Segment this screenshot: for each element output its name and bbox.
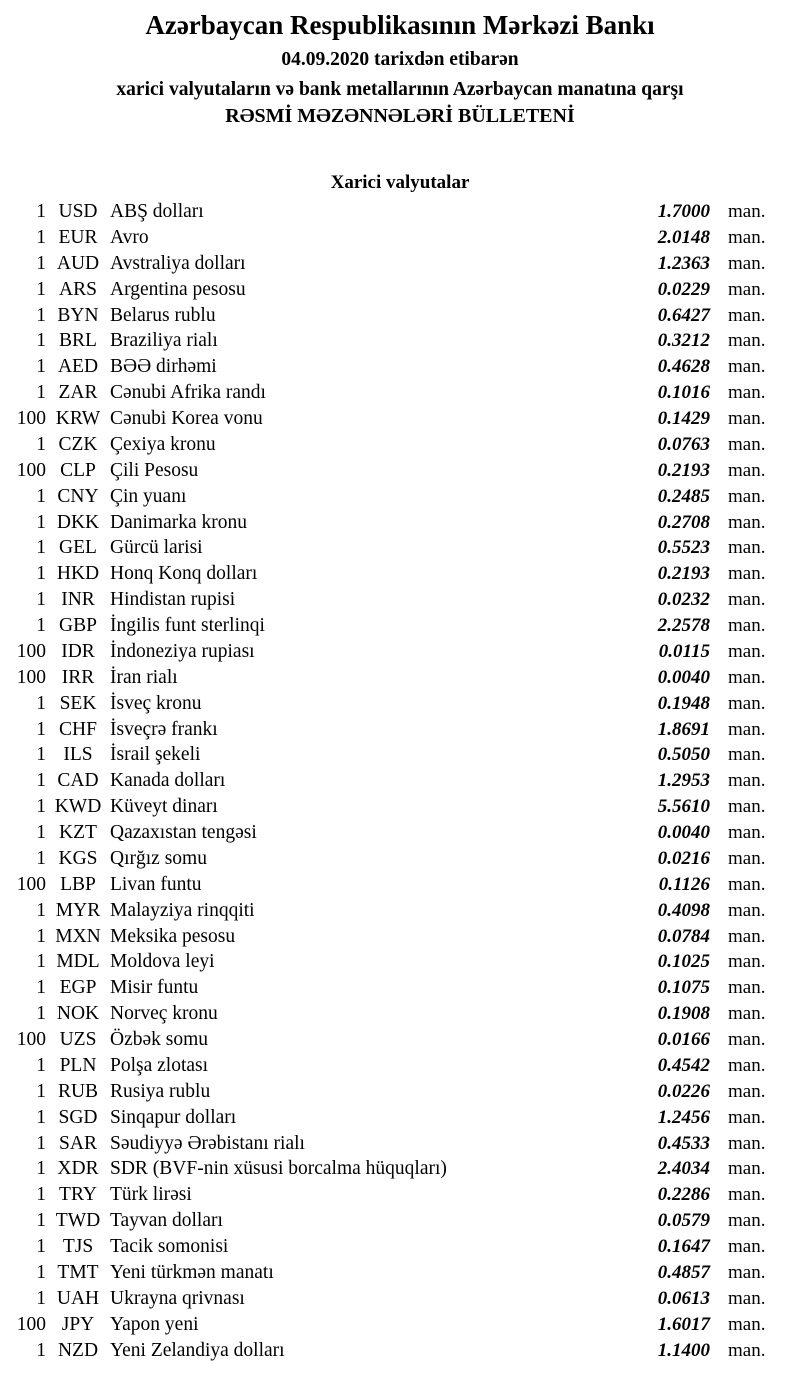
currency-code: GBP (59, 615, 97, 636)
currency-row (0, 432, 800, 458)
rate-value: 5.5610 (657, 796, 710, 818)
rate-value: 0.4098 (657, 899, 710, 921)
currency-code: EGP (59, 977, 97, 999)
currency-quantity: 1 (36, 1287, 46, 1309)
rate-unit: man. (728, 537, 766, 559)
currency-code: MYR (55, 899, 101, 921)
currency-quantity: 1 (36, 589, 46, 611)
currency-quantity: 1 (36, 1080, 46, 1102)
currency-row (0, 846, 800, 872)
currency-name: Yapon yeni (110, 1313, 199, 1335)
currency-name: Misir funtu (110, 977, 199, 999)
currency-code: ILS (63, 744, 93, 766)
currency-name: Moldova leyi (110, 951, 215, 973)
currency-quantity: 1 (36, 563, 46, 585)
currency-code: AED (57, 356, 99, 378)
rate-value: 1.2363 (657, 252, 710, 274)
rate-unit: man. (728, 977, 766, 999)
currency-code: CHF (59, 718, 97, 740)
rate-value: 0.1647 (657, 1236, 710, 1257)
currency-code: INR (61, 589, 95, 611)
currency-quantity: 100 (16, 1029, 46, 1050)
currency-quantity: 1 (36, 925, 46, 947)
rate-unit: man. (728, 744, 766, 766)
currency-row (0, 484, 800, 510)
currency-name: Avstraliya dolları (110, 252, 246, 274)
rate-unit: man. (728, 382, 766, 404)
rate-value: 0.5523 (657, 537, 710, 559)
currency-quantity: 100 (16, 1313, 46, 1335)
currency-quantity: 1 (36, 485, 46, 507)
rate-value: 0.0040 (657, 666, 710, 688)
currency-name: Küveyt dinarı (110, 796, 218, 818)
rate-unit: man. (728, 201, 766, 222)
currency-quantity: 1 (36, 201, 46, 222)
currency-name: İsveçrə frankı (110, 718, 218, 740)
currency-name: Belarus rublu (110, 304, 216, 326)
rate-value: 2.4034 (657, 1158, 710, 1180)
currency-name: Cənubi Korea vonu (110, 408, 263, 429)
rate-unit: man. (728, 408, 766, 429)
currency-quantity: 1 (36, 382, 46, 404)
currency-code: EUR (58, 226, 98, 248)
currency-code: MXN (55, 925, 101, 947)
currency-quantity: 1 (36, 899, 46, 921)
currency-row (0, 1027, 800, 1053)
rate-value: 0.4857 (657, 1261, 710, 1283)
currency-code: HKD (56, 563, 100, 585)
rate-value: 0.0226 (657, 1080, 710, 1102)
effective-date-line: 04.09.2020 tarixdən etibarən (281, 49, 519, 70)
rate-unit: man. (728, 1339, 766, 1361)
currency-row (0, 665, 800, 691)
currency-quantity: 1 (36, 226, 46, 248)
rate-value: 1.2456 (657, 1106, 710, 1128)
currency-name: Kanada dolları (110, 770, 226, 792)
rate-unit: man. (728, 1287, 766, 1309)
currency-name: İndoneziya rupiası (110, 640, 255, 662)
currency-code: UZS (59, 1029, 97, 1050)
currency-name: Gürcü larisi (110, 537, 203, 559)
currency-quantity: 100 (16, 666, 46, 688)
rate-unit: man. (728, 511, 766, 533)
rate-value: 0.2485 (657, 485, 710, 507)
rate-value: 1.1400 (657, 1339, 710, 1361)
currency-code: PLN (59, 1054, 97, 1076)
currency-row (0, 561, 800, 587)
currency-row (0, 872, 800, 898)
currency-code: ARS (59, 278, 97, 300)
currency-name: SDR (BVF-nin xüsusi borcalma hüquqları) (110, 1158, 447, 1180)
rate-unit: man. (728, 1210, 766, 1232)
rate-unit: man. (728, 485, 766, 507)
currency-quantity: 1 (36, 977, 46, 999)
currency-name: Çin yuanı (110, 485, 187, 507)
rate-unit: man. (728, 1158, 766, 1180)
currency-code: USD (58, 201, 98, 222)
bulletin-title: RƏSMİ MƏZƏNNƏLƏRİ BÜLLETENİ (225, 105, 575, 127)
currency-row (0, 328, 800, 354)
rate-value: 0.0613 (657, 1287, 710, 1309)
rate-unit: man. (728, 459, 766, 481)
currency-name: İran rialı (110, 666, 178, 688)
rate-value: 0.3212 (657, 330, 710, 352)
rate-unit: man. (728, 770, 766, 792)
rate-unit: man. (728, 796, 766, 818)
currency-row (0, 406, 800, 432)
currency-code: CNY (57, 485, 99, 507)
rate-value: 0.0232 (657, 589, 710, 611)
currency-code: CZK (58, 433, 98, 455)
section-title-foreign-currencies: Xarici valyutalar (330, 172, 470, 193)
currency-row (0, 613, 800, 639)
currency-quantity: 1 (36, 1132, 46, 1154)
rate-value: 1.2953 (657, 770, 710, 792)
currency-code: MDL (56, 951, 100, 973)
currency-code: CAD (57, 770, 99, 792)
currency-code: CLP (60, 459, 96, 481)
currency-row (0, 1234, 800, 1260)
rate-value: 0.2193 (657, 563, 710, 585)
currency-quantity: 1 (36, 1236, 46, 1257)
currency-row (0, 1338, 800, 1364)
currency-row (0, 354, 800, 380)
currency-row (0, 717, 800, 743)
rate-value: 0.4628 (657, 356, 710, 378)
currency-code: KGS (58, 847, 98, 869)
currency-quantity: 1 (36, 615, 46, 636)
rate-unit: man. (728, 692, 766, 714)
rate-value: 2.2578 (657, 615, 710, 636)
currency-quantity: 1 (36, 511, 46, 533)
rate-unit: man. (728, 563, 766, 585)
rate-unit: man. (728, 278, 766, 300)
currency-name: Argentina pesosu (110, 278, 246, 300)
currency-code: SAR (59, 1132, 97, 1154)
subject-line: xarici valyutaların və bank metallarının Azərbaycan manatına qarşı (116, 79, 684, 100)
currency-code: LBP (60, 873, 96, 895)
rate-unit: man. (728, 1029, 766, 1050)
rate-unit: man. (728, 252, 766, 274)
currency-row (0, 1131, 800, 1157)
rate-unit: man. (728, 1003, 766, 1025)
currency-row (0, 1286, 800, 1312)
currency-quantity: 1 (36, 1054, 46, 1076)
currency-code: TWD (55, 1210, 101, 1232)
rate-unit: man. (728, 330, 766, 352)
currency-name: Tacik somonisi (110, 1236, 229, 1257)
currency-code: RUB (57, 1080, 99, 1102)
rate-value: 0.2286 (657, 1184, 710, 1206)
rate-value: 0.1908 (657, 1003, 710, 1025)
currency-quantity: 1 (36, 770, 46, 792)
currency-name: Səudiyyə Ərəbistanı rialı (110, 1132, 305, 1154)
currency-quantity: 1 (36, 692, 46, 714)
rate-value: 1.8691 (657, 718, 710, 740)
rate-value: 1.7000 (657, 201, 710, 222)
currency-name: Cənubi Afrika randı (110, 382, 266, 404)
currency-name: Meksika pesosu (110, 925, 236, 947)
currency-quantity: 1 (36, 1158, 46, 1180)
rate-unit: man. (728, 925, 766, 947)
currency-quantity: 1 (36, 1003, 46, 1025)
currency-row (0, 1105, 800, 1131)
currency-row (0, 251, 800, 277)
currency-quantity: 1 (36, 1184, 46, 1206)
rate-value: 0.0166 (657, 1029, 710, 1050)
currency-row (0, 794, 800, 820)
currency-code: NZD (57, 1339, 99, 1361)
rate-value: 0.5050 (657, 744, 710, 766)
currency-code: BYN (57, 304, 99, 326)
currency-name: Çili Pesosu (110, 459, 199, 481)
rate-value: 0.0216 (657, 847, 710, 869)
currency-row (0, 924, 800, 950)
currency-code: TRY (59, 1184, 97, 1206)
document-header (0, 0, 800, 127)
rate-value: 0.0579 (657, 1210, 710, 1232)
currency-quantity: 1 (36, 744, 46, 766)
currency-row (0, 1079, 800, 1105)
currency-code: SGD (58, 1106, 98, 1128)
currency-row (0, 975, 800, 1001)
currency-name: Malayziya rinqqiti (110, 899, 255, 921)
rate-value: 0.0229 (657, 278, 710, 300)
rate-value: 0.1429 (657, 408, 710, 429)
currency-code: SEK (59, 692, 97, 714)
currency-code: TJS (62, 1236, 94, 1257)
currency-quantity: 1 (36, 1339, 46, 1361)
currency-quantity: 1 (36, 433, 46, 455)
currency-row (0, 639, 800, 665)
rate-unit: man. (728, 666, 766, 688)
currency-code: BRL (59, 330, 97, 352)
rate-value: 1.6017 (657, 1313, 710, 1335)
rate-value: 2.0148 (657, 226, 710, 248)
rate-value: 0.4542 (657, 1054, 710, 1076)
currency-quantity: 100 (16, 459, 46, 481)
currency-name: Avro (110, 226, 149, 248)
currency-quantity: 100 (16, 640, 46, 662)
currency-row (0, 691, 800, 717)
rate-value: 0.0784 (657, 925, 710, 947)
rate-value: 0.1016 (657, 382, 710, 404)
rate-unit: man. (728, 304, 766, 326)
currency-quantity: 1 (36, 278, 46, 300)
rate-unit: man. (728, 433, 766, 455)
rate-unit: man. (728, 1132, 766, 1154)
currency-name: Çexiya kronu (110, 433, 216, 455)
currency-row (0, 199, 800, 225)
currency-row (0, 225, 800, 251)
currency-code: DKK (56, 511, 100, 533)
currency-row (0, 277, 800, 303)
rate-unit: man. (728, 1236, 766, 1257)
currency-quantity: 1 (36, 796, 46, 818)
rate-value: 0.1126 (658, 873, 710, 895)
rate-unit: man. (728, 1054, 766, 1076)
currency-quantity: 1 (36, 1261, 46, 1283)
currency-code: GEL (59, 537, 97, 559)
currency-row (0, 768, 800, 794)
currency-row (0, 1208, 800, 1234)
rate-unit: man. (728, 899, 766, 921)
rate-unit: man. (728, 640, 766, 662)
currency-row (0, 1053, 800, 1079)
currency-quantity: 1 (36, 847, 46, 869)
currency-row (0, 380, 800, 406)
currency-quantity: 1 (36, 252, 46, 274)
currency-row (0, 1001, 800, 1027)
currency-code: IDR (61, 640, 95, 662)
rate-value: 0.0763 (657, 433, 710, 455)
rate-value: 0.0040 (657, 822, 710, 843)
currency-name: Rusiya rublu (110, 1080, 211, 1102)
currency-quantity: 1 (36, 356, 46, 378)
currency-code: AUD (56, 252, 100, 274)
bank-title: Azərbaycan Respublikasının Mərkəzi Bankı (145, 10, 655, 40)
rate-value: 0.6427 (657, 304, 710, 326)
rate-unit: man. (728, 1106, 766, 1128)
currency-name: Danimarka kronu (110, 511, 247, 533)
currency-quantity: 1 (36, 1210, 46, 1232)
currency-code: ZAR (58, 382, 98, 404)
currency-code: KRW (55, 408, 101, 429)
rate-value: 0.2193 (657, 459, 710, 481)
currency-quantity: 1 (36, 1106, 46, 1128)
currency-name: İngilis funt sterlinqi (110, 615, 265, 636)
currency-name: Sinqapur dolları (110, 1106, 237, 1128)
currency-name: Ukrayna qrivnası (110, 1287, 245, 1309)
currency-name: Honq Konq dolları (110, 563, 258, 585)
currency-name: BƏƏ dirhəmi (110, 356, 217, 378)
currency-name: İsveç kronu (110, 692, 202, 714)
currency-name: Braziliya rialı (110, 330, 218, 352)
currency-row (0, 535, 800, 561)
currency-quantity: 1 (36, 330, 46, 352)
rate-unit: man. (728, 615, 766, 636)
rate-unit: man. (728, 951, 766, 973)
currency-name: Yeni Zelandiya dolları (110, 1339, 285, 1361)
currency-quantity: 1 (36, 718, 46, 740)
currency-row (0, 742, 800, 768)
currency-quantity: 100 (16, 873, 46, 895)
currency-code: KZT (59, 822, 97, 843)
currency-row (0, 1156, 800, 1182)
currency-row (0, 949, 800, 975)
currency-row (0, 458, 800, 484)
currency-name: Türk lirəsi (110, 1184, 192, 1206)
currency-name: Norveç kronu (110, 1003, 218, 1025)
currency-name: Tayvan dolları (110, 1210, 223, 1232)
rate-unit: man. (728, 847, 766, 869)
rate-value: 0.0115 (658, 640, 710, 662)
currency-name: Özbək somu (110, 1029, 209, 1050)
currency-row (0, 1312, 800, 1338)
rate-unit: man. (728, 1261, 766, 1283)
currency-name: ABŞ dolları (110, 201, 204, 222)
currency-quantity: 100 (16, 408, 46, 429)
rate-unit: man. (728, 1184, 766, 1206)
currency-row (0, 303, 800, 329)
currency-code: TMT (57, 1261, 99, 1283)
rate-unit: man. (728, 356, 766, 378)
currency-code: IRR (61, 666, 95, 688)
rate-unit: man. (728, 226, 766, 248)
currency-code: XDR (57, 1158, 99, 1180)
currency-quantity: 1 (36, 537, 46, 559)
currency-row (0, 587, 800, 613)
rate-value: 0.1075 (657, 977, 710, 999)
rate-value: 0.1948 (657, 692, 710, 714)
rate-unit: man. (728, 873, 766, 895)
rate-unit: man. (728, 1313, 766, 1335)
rate-value: 0.2708 (657, 511, 710, 533)
currency-code: JPY (61, 1313, 95, 1335)
currency-name: Polşa zlotası (110, 1054, 209, 1076)
currency-row (0, 1182, 800, 1208)
currency-row (0, 510, 800, 536)
rate-value: 0.4533 (657, 1132, 710, 1154)
currency-name: İsrail şekeli (110, 744, 201, 766)
currency-code: KWD (54, 796, 102, 818)
currency-name: Hindistan rupisi (110, 589, 236, 611)
currency-name: Yeni türkmən manatı (110, 1261, 274, 1283)
currency-row (0, 1260, 800, 1286)
rate-unit: man. (728, 822, 766, 843)
currency-code: UAH (56, 1287, 100, 1309)
currency-row (0, 898, 800, 924)
currency-quantity: 1 (36, 822, 46, 843)
rate-unit: man. (728, 1080, 766, 1102)
currency-name: Livan funtu (110, 873, 202, 895)
currency-quantity: 1 (36, 951, 46, 973)
exchange-rates-table (0, 199, 800, 1363)
rate-unit: man. (728, 589, 766, 611)
currency-name: Qırğız somu (110, 847, 207, 869)
currency-quantity: 1 (36, 304, 46, 326)
rate-value: 0.1025 (657, 951, 710, 973)
currency-code: NOK (56, 1003, 100, 1025)
rate-unit: man. (728, 718, 766, 740)
currency-row (0, 820, 800, 846)
currency-name: Qazaxıstan tengəsi (110, 822, 257, 843)
